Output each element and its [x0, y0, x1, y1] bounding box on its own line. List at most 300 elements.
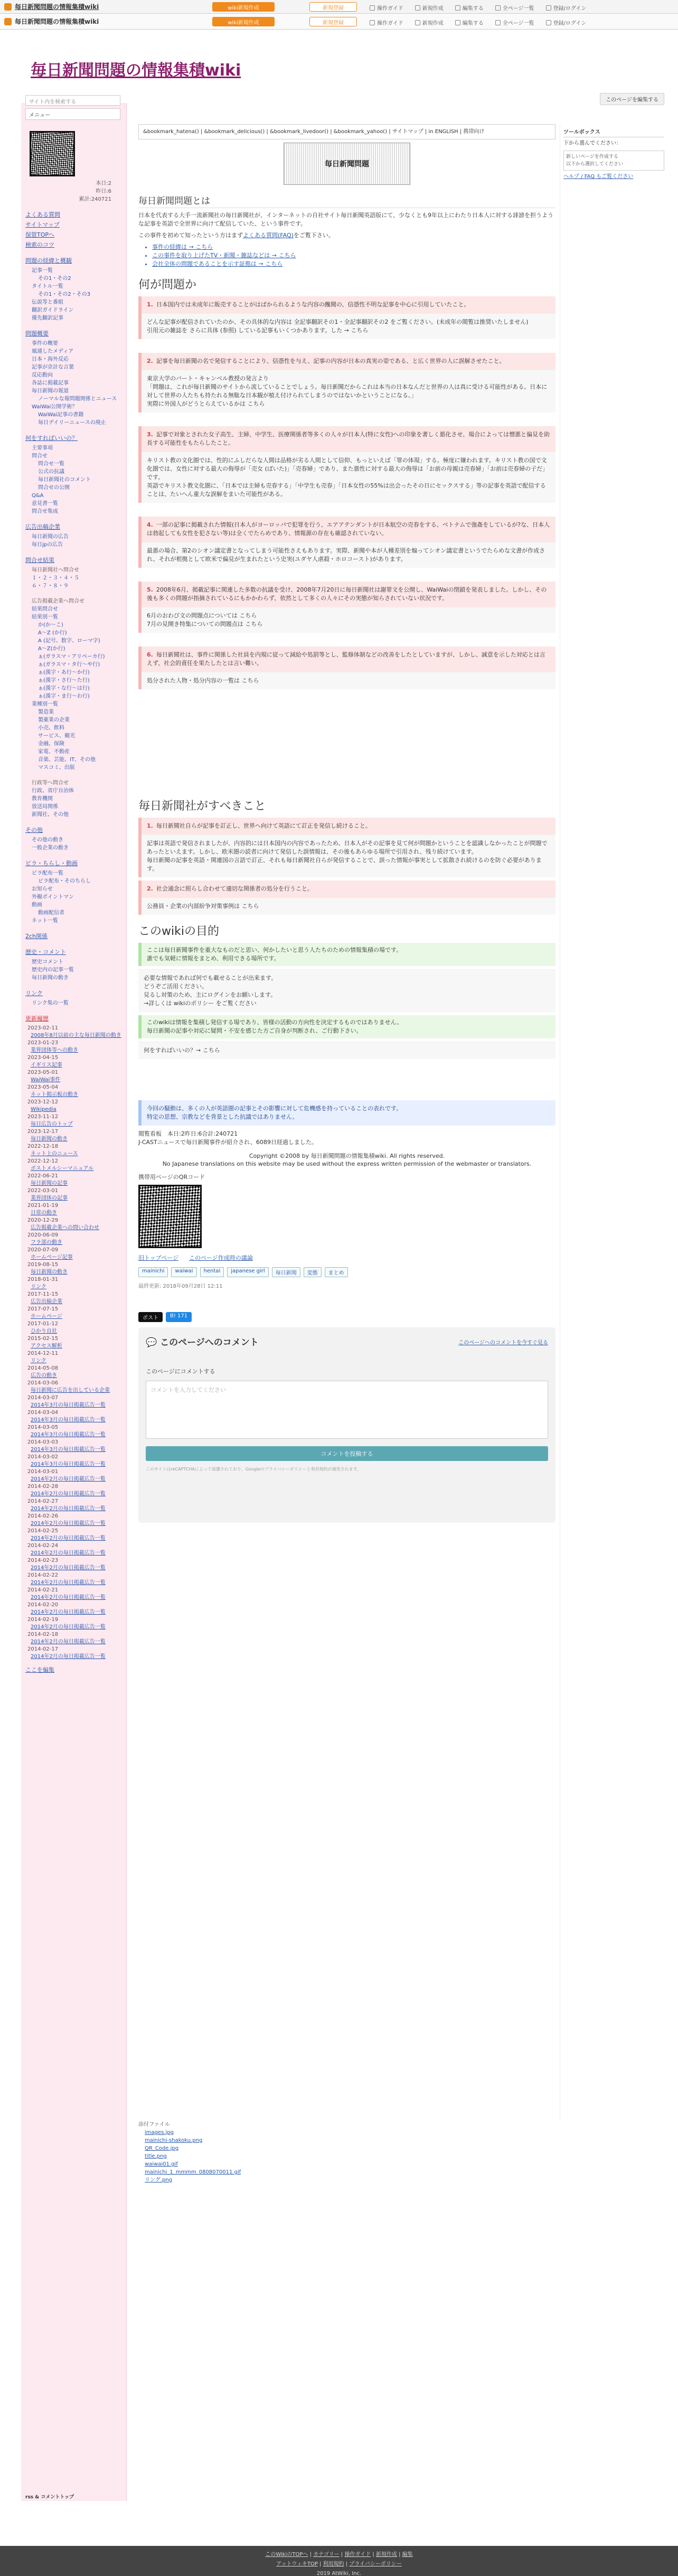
history-item[interactable]: 2014年3月の毎日掲載広告一覧: [31, 1402, 106, 1408]
sidebar-item[interactable]: 日本・海外反応: [32, 357, 69, 362]
tag-chip[interactable]: waiwai: [171, 1267, 196, 1277]
sidebar-item[interactable]: ぁ(漢字・な行〜は行): [38, 686, 90, 691]
sidebar-item[interactable]: 毎日新聞の報道: [32, 388, 69, 394]
bookmark-bar[interactable]: &bookmark_hatena() | &bookmark_delicious() | &bookmark_livedoor() | &bookmark_yahoo() | サイトマップ | in ENGLISH | 携帯向け: [138, 124, 555, 139]
history-date: 2021-01-19: [27, 1203, 59, 1209]
sidebar-section-head[interactable]: 広告出稿企業: [25, 523, 60, 530]
history-item[interactable]: 2014年2月の毎日掲載広告一覧: [31, 1654, 106, 1660]
history-item[interactable]: 2014年2月の毎日掲載広告一覧: [31, 1595, 106, 1600]
sidebar-item[interactable]: 家電、不動産: [38, 749, 70, 755]
sidebar-item[interactable]: 金融、保険: [38, 741, 64, 747]
sidebar-item[interactable]: 事件の概要: [32, 341, 58, 346]
history-date: 2020-12-29: [27, 1217, 59, 1223]
sidebar-item[interactable]: ぁ(ガラスマ・アリペーカ行): [38, 654, 105, 660]
history-date: 2014-03-04: [27, 1410, 59, 1416]
block-summary: 2008年6月、掲載記事に関連した多数の抗議を受け、2008年7月20日に毎日新聞社は謝罪文を公開し、WaiWaiの閉鎖を発表しました。しかし、その後も多くの問題が指摘されているにもかかわらず、依然として多くの人々にその実態が知らされていない状況です。: [147, 586, 547, 602]
history-date: 2014-02-25: [27, 1528, 59, 1534]
login-link[interactable]: 登録/ログイン: [546, 4, 587, 12]
new-page-link[interactable]: 新規作成: [415, 4, 444, 12]
history-date: 2014-12-11: [27, 1351, 59, 1356]
history-item[interactable]: ホームページ記事: [31, 1254, 73, 1260]
sidebar-item[interactable]: A (記号、数字、ローマ字): [38, 638, 100, 644]
user-icon: [546, 20, 551, 25]
sidebar-item[interactable]: お知らせ: [32, 886, 53, 892]
sidebar-item[interactable]: 優先翻訳記事: [32, 315, 63, 321]
history-item[interactable]: ネット掲示板の動き: [31, 1092, 78, 1098]
sidebar-item[interactable]: 音楽、芸能、IT、その他: [38, 757, 96, 763]
sidebar-item[interactable]: 公式の抗議: [38, 469, 64, 475]
attachment-file[interactable]: mainichi_1_mmmm_0808070011.gif: [145, 2169, 241, 2175]
sidebar-item[interactable]: タイトル一覧: [32, 284, 63, 289]
history-item[interactable]: 2014年2月の毎日掲載広告一覧: [31, 1535, 106, 1541]
numbered-block: [138, 880, 555, 915]
sidebar-item[interactable]: ノーマルな報問題関係とニュース: [38, 396, 117, 402]
sidebar-section-9: [25, 859, 122, 925]
sidebar: [21, 103, 127, 2501]
history-item[interactable]: 2014年2月の毎日掲載広告一覧: [31, 1580, 106, 1586]
block-detail: 処分された人物・処分内容の一覧は こちら: [142, 672, 555, 689]
footer-copyright: 2019 AtWiki, Inc.: [316, 2571, 362, 2576]
sidebar-link-search-tips[interactable]: 検索のコツ: [25, 241, 54, 248]
history-list: [25, 1025, 122, 1661]
block-number: 4.: [147, 521, 153, 528]
sidebar-section-head[interactable]: その他: [25, 827, 43, 833]
access-counter: 本日:2 昨日:6 累計:240721: [79, 181, 111, 202]
toolbox-text: 下から選んでください：: [563, 140, 622, 146]
sidebar-item[interactable]: ぁ(漢字・あ行〜か行): [38, 670, 90, 676]
search-input[interactable]: サイト内を検索する: [25, 95, 120, 106]
history-item[interactable]: 毎日新聞に広告を出している企業: [31, 1388, 110, 1393]
section-about-heading: 毎日新聞問題とは: [138, 193, 555, 208]
footer-link[interactable]: 操作ガイド: [344, 2552, 371, 2558]
sidebar-link-faq[interactable]: よくある質問: [25, 211, 60, 218]
about-list-item[interactable]: • 事件の経緯は → こちら: [152, 243, 555, 251]
sidebar-item[interactable]: 問合せ一覧: [38, 461, 64, 467]
sidebar-item[interactable]: 毎日jpの広告: [32, 542, 63, 548]
footer-link[interactable]: プライバシーポリシー: [349, 2561, 402, 2567]
sidebar-item[interactable]: A〜Z(か行): [38, 646, 65, 652]
topbar-site-link[interactable]: 毎日新聞問題の情報集積wiki: [15, 3, 99, 11]
tag-chip[interactable]: まとめ: [325, 1267, 348, 1277]
history-date: 2022-06-21: [27, 1173, 59, 1179]
block-highlight: [142, 582, 555, 607]
footer-link[interactable]: カテゴリー: [313, 2552, 340, 2558]
comment-section: [138, 1327, 555, 1523]
sidebar-section-6: [25, 597, 122, 772]
history-item[interactable]: 2014年2月の毎日掲載広告一覧: [31, 1521, 106, 1526]
sidebar-item[interactable]: 意見書一覧: [32, 501, 58, 507]
history-item[interactable]: 2014年2月の毎日掲載広告一覧: [31, 1506, 106, 1512]
numbered-block: [138, 296, 555, 339]
history-date: 2023-04-15: [27, 1055, 59, 1061]
history-item[interactable]: 2014年3月の毎日掲載広告一覧: [31, 1432, 106, 1438]
top-banner-image: 毎日新聞問題: [284, 143, 410, 185]
footer-link[interactable]: 編集: [402, 2552, 413, 2558]
tag-chip[interactable]: 毎日新聞: [272, 1267, 300, 1277]
new-wiki-button[interactable]: wiki新規作成: [212, 2, 275, 12]
sidebar-section-7: [25, 779, 122, 819]
sidebar-item[interactable]: 翻訳ガイドライン: [32, 307, 74, 313]
sidebar-section-head[interactable]: 歴史・コメント: [25, 949, 66, 956]
block-spacer: [138, 636, 555, 643]
menu-header: メニュー: [25, 108, 120, 120]
history-date: 2014-03-02: [27, 1454, 59, 1460]
sidebar-item[interactable]: 結果問合せ: [32, 606, 58, 612]
history-date: 2023-12-17: [27, 1129, 59, 1135]
sidebar-item[interactable]: A〜Z (か行): [38, 630, 67, 636]
history-date: 2014-02-19: [27, 1617, 59, 1623]
history-item[interactable]: 毎日新聞の記事: [31, 1181, 68, 1186]
sidebar-item[interactable]: 外観ポイントマン: [32, 894, 74, 900]
sidebar-item[interactable]: 一般企業の動き: [32, 845, 69, 851]
sidebar-item[interactable]: 歴史内の記事一覧: [32, 967, 74, 973]
mobile-qr-image: [138, 1185, 202, 1248]
attachment-file[interactable]: waiwai01.gif: [145, 2161, 178, 2167]
sidebar-item[interactable]: 主要事項: [32, 445, 53, 451]
history-date: 2014-02-28: [27, 1484, 59, 1490]
history-item[interactable]: アクセス解析: [31, 1343, 62, 1349]
list-icon: [495, 5, 501, 11]
list-icon: [495, 20, 501, 25]
footer-link[interactable]: 新規作成: [375, 2552, 397, 2558]
login-link-2[interactable]: 登録/ログイン: [546, 18, 587, 26]
right-sidebar: [560, 124, 667, 2121]
section-problem-heading: 何が問題か: [138, 278, 197, 292]
history-date: 2019-08-15: [27, 1262, 59, 1268]
history-item[interactable]: 2014年3月の毎日掲載広告一覧: [31, 1447, 106, 1453]
history-item[interactable]: 2014年3月の毎日掲載広告一覧: [31, 1417, 106, 1423]
block-spacer: [138, 692, 555, 700]
history-date: 2023-05-01: [27, 1070, 59, 1075]
history-item[interactable]: 広告の動き: [31, 1373, 57, 1379]
block-number: 2.: [147, 358, 153, 364]
about-list-item[interactable]: • この事件を取り上げたTV・新聞・雑誌などは → こちら: [152, 251, 555, 260]
history-item[interactable]: 2014年2月の毎日掲載広告一覧: [31, 1639, 106, 1645]
footer-links-1: このWikiのTOPへ | カテゴリー | 操作ガイド | 新規作成 | 編集: [265, 2552, 413, 2558]
about-list: [152, 243, 555, 268]
sidebar-item[interactable]: 毎日新聞の動き: [32, 975, 69, 981]
history-item[interactable]: ホームページ: [31, 1314, 62, 1319]
comment-textarea[interactable]: コメントを入力してください: [146, 1381, 548, 1439]
attachment-file[interactable]: リング.png: [145, 2177, 173, 2183]
history-date: 2015-02-15: [27, 1336, 59, 1342]
block-highlight: [142, 647, 555, 672]
sidebar-section-5: [25, 556, 122, 590]
sidebar-item[interactable]: 問合せ: [32, 453, 48, 459]
history-item[interactable]: 2014年2月の毎日掲載広告一覧: [31, 1550, 106, 1556]
register-button[interactable]: 新規登録: [309, 2, 357, 12]
sidebar-section-12: [25, 989, 122, 1007]
block-detail: 記事は英語で発信されましたが、内容的には日本国内の内容であったため、日本人がその記事を見て何が問題かということを認識しなかったことが問題であったといえます。しかし、欧米圏の読者に向けて発信した誤情報は、その後もあらゆる場所で引用され、残り続けています。 毎日新聞の記事を英語・関連国の言語で訂正、それも毎日新聞社自らが発信することで、誤った情報が事実として拡散され続けるのを防ぐ必要があります。: [142, 835, 555, 877]
numbered-block: [138, 426, 555, 503]
edit-link-2[interactable]: 編集する: [455, 18, 484, 26]
footer-link[interactable]: このWikiのTOPへ: [265, 2552, 308, 2558]
sidebar-item[interactable]: 結果別一覧: [32, 614, 58, 620]
new-page-link-2[interactable]: 新規作成: [415, 18, 444, 26]
sidebar-item[interactable]: WaiWai公開学術？: [32, 404, 78, 410]
tag-list: [138, 1267, 555, 1277]
block-highlight: [142, 296, 555, 313]
x-share-button[interactable]: ポスト: [138, 1312, 163, 1322]
sticky-site-title[interactable]: 毎日新聞問題の情報集積wiki: [15, 18, 99, 25]
attach-list: [138, 2129, 455, 2184]
sidebar-item[interactable]: その1・その2・その3: [38, 292, 91, 297]
history-item[interactable]: ひかり自社: [31, 1328, 57, 1334]
history-item[interactable]: フラ部の動き: [31, 1240, 62, 1245]
new-wiki-button-2[interactable]: wiki新規作成: [212, 17, 275, 26]
sidebar-section-2: [25, 330, 122, 427]
sidebar-item[interactable]: 教育機関: [32, 796, 53, 802]
sidebar-link-top[interactable]: 保管TOPへ: [25, 231, 55, 238]
history-item[interactable]: イギリス記事: [31, 1062, 62, 1068]
sidebar-item[interactable]: 問合せの公開: [38, 485, 70, 491]
tag-chip[interactable]: mainichi: [138, 1267, 168, 1277]
sidebar-item[interactable]: リンク集の一覧: [32, 1000, 69, 1006]
sidebar-section-head[interactable]: 問題の経緯と概観: [25, 257, 72, 264]
sidebar-item[interactable]: ぁ(ガラスマ・タ行〜や行): [38, 662, 100, 668]
history-item[interactable]: 日常の動き: [31, 1210, 57, 1216]
attachment-file[interactable]: images.jpg: [145, 2130, 174, 2135]
sidebar-item[interactable]: 行政、省庁自治体: [32, 788, 74, 794]
submit-comment-button[interactable]: コメントを投稿する: [146, 1446, 548, 1461]
old-top-link[interactable]: 旧トップページ: [138, 1254, 179, 1261]
history-item[interactable]: Wikipedia: [31, 1107, 56, 1112]
sidebar-item[interactable]: WaiWai記事の書籍: [38, 412, 84, 418]
guide-icon: [370, 20, 375, 25]
footer-link[interactable]: アットウィキTOP: [276, 2561, 318, 2567]
history-item[interactable]: 2014年2月の毎日掲載広告一覧: [31, 1476, 106, 1482]
sidebar-item[interactable]: ぁ(漢字・さ行〜た行): [38, 678, 90, 683]
attachments-heading: 添付ファイル: [138, 2122, 170, 2128]
sidebar-item[interactable]: 小売、飲料: [38, 725, 64, 731]
block-spacer: [138, 506, 555, 513]
sidebar-section-head[interactable]: 更新履歴: [25, 1015, 49, 1022]
footer-link[interactable]: 利用規約: [323, 2561, 344, 2567]
history-item[interactable]: リンク: [31, 1284, 46, 1290]
plus-icon: [415, 5, 420, 11]
sidebar-item[interactable]: ぁ(漢字・ま行〜わ行): [38, 694, 90, 699]
sidebar-item: 行政等へ問合せ: [32, 780, 69, 786]
block-spacer: [138, 571, 555, 578]
discussion-link[interactable]: このページ作成時の議論: [189, 1254, 253, 1261]
history-date: 2022-12-18: [27, 1144, 59, 1149]
sidebar-item[interactable]: 記事一覧: [32, 268, 53, 274]
sidebar-item[interactable]: 動画配信者: [38, 910, 64, 916]
block-summary: 毎日新聞社自らが記事を訂正し、世界へ向けて英語にて訂正を発信し続けること。: [156, 822, 371, 829]
sidebar-item[interactable]: ６・７・８・９: [32, 583, 69, 589]
sidebar-section-3: [25, 434, 122, 516]
history-item[interactable]: ネット上のニュース: [31, 1151, 78, 1157]
main-content: [138, 124, 555, 2026]
faq-paragraph: この事件を初めて知ったという方はまずよくある質問(FAQ)をご覧下さい。: [138, 232, 334, 239]
history-date: 2014-02-18: [27, 1632, 59, 1637]
tag-chip[interactable]: 変態: [304, 1267, 322, 1277]
attachment-file[interactable]: title.png: [145, 2153, 167, 2159]
user-icon: [546, 5, 551, 11]
history-date: 2014-03-07: [27, 1395, 59, 1401]
sidebar-item[interactable]: 製造業: [38, 709, 54, 715]
history-item[interactable]: 毎日新聞の動き: [31, 1269, 68, 1275]
sidebar-top-links: [25, 211, 122, 249]
history-date: 2022-03-01: [27, 1188, 59, 1194]
history-item[interactable]: 2014年2月の毎日掲載広告一覧: [31, 1609, 106, 1615]
sidebar-section-11: [25, 948, 122, 982]
sidebar-item[interactable]: 各誌に掲載記事: [32, 380, 69, 386]
history-item[interactable]: 業界団体等への動き: [31, 1047, 78, 1053]
history-item[interactable]: ポストメルシーマニュアル: [31, 1166, 94, 1172]
sidebar-item[interactable]: １・２・３・４・５: [32, 575, 79, 581]
sidebar-section-head: 広告掲載企業へ問合せ: [32, 598, 84, 604]
sidebar-item[interactable]: ビラ配布一覧: [32, 870, 63, 876]
block-detail: 最悪の場合、第2のシオン議定書となってしまう可能性さえもあります。実際、新聞や本が人種差別を煽ってシオン議定書というでたらめな文書が作成され、それが根拠として欧米で偏見が生まれたという史実(ユダヤ人虐殺・ホロコースト)があります。: [142, 542, 555, 568]
sidebar-item[interactable]: 反応動向: [32, 372, 53, 378]
attachment-file[interactable]: mainichi-shakoku.png: [145, 2138, 203, 2143]
sidebar-section-head[interactable]: リンク: [25, 990, 43, 997]
guide-link[interactable]: 操作ガイド: [370, 4, 403, 12]
block-summary: 記事で対象とされた女子高生、主婦、中学生、医療関係者等多くの人々が日本人(特に女性)への印象を著しく悪化させ、場合によっては憎悪と偏見を助長する可能性をもたらしたこと。: [147, 431, 550, 446]
numbered-block: [138, 517, 555, 568]
history-date: 2017-01-12: [27, 1321, 59, 1327]
hatena-bookmark-button[interactable]: B! 171: [166, 1312, 192, 1322]
sidebar-item[interactable]: マスコミ、出版: [38, 765, 75, 771]
social-buttons: [138, 1312, 555, 1322]
history-item[interactable]: 2014年2月の毎日掲載広告一覧: [31, 1491, 106, 1497]
sidebar-bottom-label[interactable]: rss & コメントトップ: [25, 2495, 74, 2500]
history-date: 2020-06-09: [27, 1232, 59, 1238]
register-button-2[interactable]: 新規登録: [309, 17, 357, 26]
tag-chip[interactable]: japanese girl: [227, 1267, 268, 1277]
sidebar-item[interactable]: 問合せ集成: [32, 509, 58, 514]
all-comments-link[interactable]: このページへのコメントを今すぐ見る: [458, 1340, 548, 1346]
history-date: 2014-03-06: [27, 1380, 59, 1386]
guide-link-2[interactable]: 操作ガイド: [370, 18, 403, 26]
sidebar-item[interactable]: 歴史コメント: [32, 959, 63, 965]
help-link[interactable]: ヘルプ / FAQ もご覧ください: [563, 174, 634, 180]
tag-chip[interactable]: hentai: [200, 1267, 224, 1277]
history-item[interactable]: 2014年2月の毎日掲載広告一覧: [31, 1565, 106, 1571]
sidebar-item[interactable]: 毎日新聞社のコメント: [38, 477, 91, 483]
attachments: [138, 2121, 455, 2184]
sidebar-item[interactable]: 製薬業の企業: [38, 717, 70, 723]
sidebar-section-10: [25, 932, 122, 941]
block-summary: 日本国内では未成年に販売することがはばかられるような内容の醜聞の、信憑性不明な記事を中心に引用していたこと。: [156, 301, 470, 308]
page-list-link-2[interactable]: 全ページ一覧: [495, 18, 534, 26]
counter-text: 閲覧看板 本日:2昨日:6合計:240721: [138, 1130, 238, 1137]
footer-links-2: アットウィキTOP | 利用規約 | プライバシーポリシー: [276, 2561, 402, 2567]
history-date: 2014-02-22: [27, 1572, 59, 1578]
history-date: 2023-11-12: [27, 1114, 59, 1120]
purpose-gray-2[interactable]: 何をすればいいの？→ こちら: [138, 1042, 555, 1059]
numbered-block: [138, 647, 555, 689]
sidebar-section-head[interactable]: 問合せ結果: [25, 557, 54, 564]
sidebar-item[interactable]: 毎日新聞の広告: [32, 534, 69, 540]
block-highlight: [142, 517, 555, 542]
edit-link[interactable]: 編集する: [455, 4, 484, 12]
sidebar-item: 毎日新聞社へ問合せ: [32, 567, 79, 573]
sidebar-section-head[interactable]: ビラ・ちらし・動画: [25, 860, 78, 867]
footer: [0, 2546, 678, 2576]
history-date: 2023-01-23: [27, 1040, 59, 1046]
block-highlight: [142, 818, 555, 835]
history-item[interactable]: リンク: [31, 1358, 46, 1364]
history-item[interactable]: 2014年3月の毎日掲載広告一覧: [31, 1462, 106, 1467]
history-item[interactable]: 2014年2月の毎日掲載広告一覧: [31, 1624, 106, 1630]
sidebar-section-1: [25, 257, 122, 322]
history-item[interactable]: 業界団体の記事: [31, 1195, 68, 1201]
new-page-selector[interactable]: 新しいページを作成する 以下から選択してください: [563, 151, 664, 171]
sidebar-edit-link[interactable]: ここを編集: [25, 1666, 54, 1673]
sidebar-item[interactable]: 放送局関係: [32, 804, 58, 810]
sidebar-item[interactable]: その1・その2: [38, 276, 71, 282]
history-item[interactable]: 広告掲載企業への問い合わせ: [31, 1225, 99, 1231]
sidebar-item[interactable]: 風通したメディア: [32, 349, 74, 354]
sidebar-section-head[interactable]: 何をすればいいの？: [25, 435, 78, 442]
jcast-text: J-CASTニュースで毎日新聞事件が紹介され、6089日経過しました。: [138, 1139, 317, 1146]
pencil-icon: [455, 20, 460, 25]
sidebar-section-8: [25, 826, 122, 852]
sidebar-item[interactable]: 新聞社、その他: [32, 812, 69, 818]
history-date: 2020-07-09: [27, 1247, 59, 1253]
faq-link[interactable]: よくある質問(FAQ): [243, 232, 294, 239]
history-date: 2023-02-11: [27, 1025, 59, 1031]
sidebar-item[interactable]: その他の動き: [32, 837, 63, 843]
block-number: 1.: [147, 822, 153, 829]
sidebar-item[interactable]: 動画: [32, 902, 42, 908]
about-list-item[interactable]: • 会社全体の問題であることを示す証拠は → こちら: [152, 260, 555, 268]
sidebar-item[interactable]: Q&A: [32, 493, 44, 499]
plus-icon: [415, 20, 420, 25]
problem-blocks: [138, 296, 555, 700]
block-highlight: [142, 880, 555, 897]
qr-code-image: [30, 131, 75, 176]
history-date: 2014-02-26: [27, 1513, 59, 1519]
sidebar-item[interactable]: 毎日デイリーニュースの廃止: [38, 420, 106, 426]
block-highlight: [142, 426, 555, 452]
notice-box: 今回の騒動は、多くの人が英語圏の記事とその影響に対して危機感を持っていることの表れです。 特定の思想、宗教などを背景とした抗議ではありません。: [138, 1100, 555, 1126]
pencil-icon: [455, 5, 460, 11]
history-item[interactable]: 広告出稿企業: [31, 1299, 62, 1305]
purpose-green-2: このwikiは情報を集積し発信する場であり、皆様の活動の方向性を決定するものではありません。 毎日新聞の記事や対応に疑問・不安を感じた方ご自身が判断され、ご行動下さい。: [138, 1015, 555, 1038]
should-blocks: [138, 818, 555, 915]
history-item[interactable]: 2008年8月以前の主な毎日新聞の動き: [31, 1033, 121, 1038]
topbar: [0, 0, 678, 14]
block-highlight: [142, 353, 555, 370]
page-list-link[interactable]: 全ページ一覧: [495, 4, 534, 12]
site-title[interactable]: 毎日新聞問題の情報集積wiki: [31, 61, 241, 80]
section-purpose-heading: このwikiの目的: [138, 925, 219, 938]
numbered-block: [138, 582, 555, 633]
sidebar-item[interactable]: か(か〜こ): [38, 622, 63, 628]
attachment-file[interactable]: QR_Code.jpg: [145, 2146, 179, 2151]
edit-page-button[interactable]: このページを編集する: [600, 93, 664, 105]
sidebar-item[interactable]: サービス、観光: [38, 733, 76, 739]
block-summary: 一部の記事に掲載された情報(日本人がヨーロッパで犯罪を行う、エアアテンダントが日本航空の売春をする、ベトナムで強姦をしているが?な、日本人は勃起しても女性を犯さない等)は全くでたらめであり、情報源の存在も確認されていない。: [147, 521, 550, 537]
block-detail: どんな記事が配信されていたのか、その具体的な内容は 全記事翻訳その1・全記事翻訳その2 をご覧ください。(未成年の閲覧は推奨いたしません) 引用元の雑誌を さらに具体 (参照) している記事もいくつかあります。した → こちら: [142, 313, 555, 339]
sidebar-item[interactable]: ネット一覧: [32, 918, 58, 924]
sidebar-item[interactable]: 記事が余計な言葉: [32, 364, 74, 370]
block-summary: 記事を毎日新聞の名で発信することにより、信憑性を与え、記事の内容が日本の真実の姿である、と広く世界の人に誤解させたこと。: [156, 358, 505, 364]
history-item[interactable]: 毎日新聞の動き: [31, 1136, 68, 1142]
sidebar-item[interactable]: 業種別一覧: [32, 701, 58, 707]
sidebar-section-head[interactable]: 2ch関係: [25, 933, 48, 940]
history-item[interactable]: WaiWai事件: [31, 1077, 61, 1083]
sidebar-link-sitemap[interactable]: サイトマップ: [25, 221, 60, 228]
page-links: [138, 1253, 555, 1262]
sidebar-item[interactable]: 伝説等と番組: [32, 299, 63, 305]
sidebar-section-head[interactable]: 問題概要: [25, 330, 49, 337]
sidebar-item[interactable]: ビラ配布・そのちらし: [38, 878, 91, 884]
history-item[interactable]: 毎日広告のトップ: [31, 1121, 73, 1127]
